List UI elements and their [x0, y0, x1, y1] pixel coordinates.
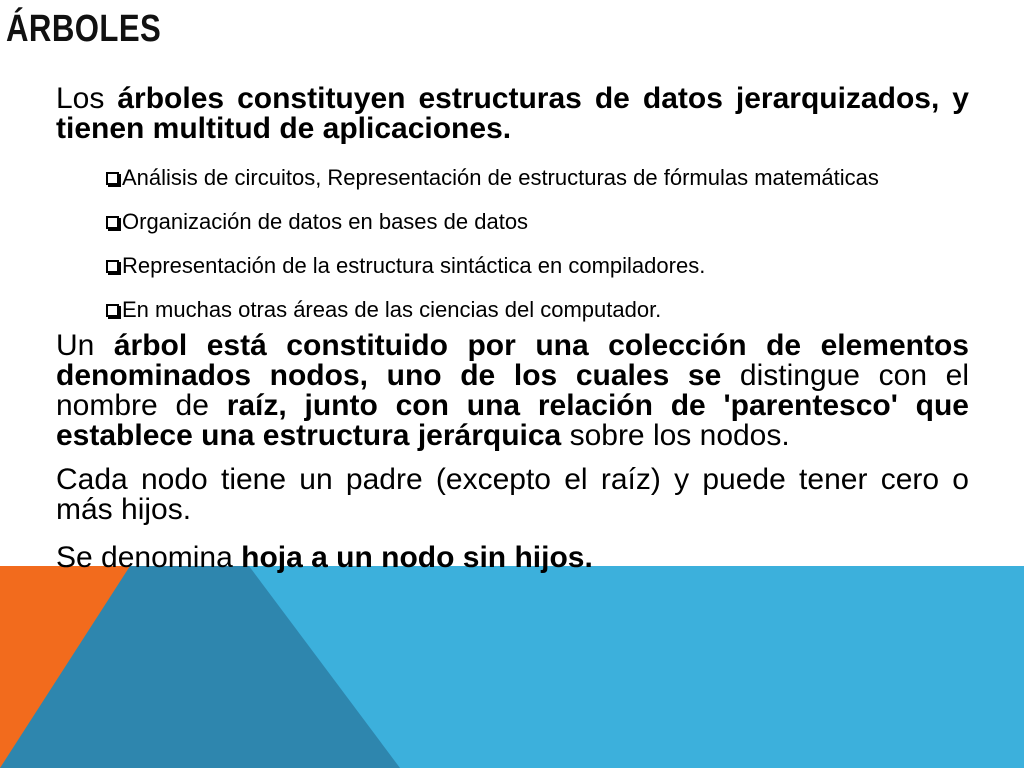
checkbox-bullet-icon	[106, 260, 119, 273]
definition-text-1: Un	[56, 329, 114, 362]
intro-text: Los	[56, 82, 118, 115]
leaf-text: Se denomina	[56, 541, 242, 574]
list-item	[106, 166, 969, 189]
list-item-text: Análisis de circuitos, Representación de estructuras de fórmulas matemáticas	[122, 165, 879, 190]
checkbox-bullet-icon	[106, 172, 119, 185]
definition-text-3: sobre los nodos.	[561, 419, 790, 452]
list-item-text: Organización de datos en bases de datos	[122, 209, 529, 234]
leaf-paragraph	[56, 543, 969, 573]
list-item	[106, 210, 969, 233]
slide-title: ÁRBOLES	[6, 8, 162, 50]
intro-bold: árboles constituyen estructuras de datos jerarquizados, y tienen multitud de aplicaciones.	[56, 82, 969, 145]
definition-bold-1: árbol está constituido por una colección de elementos denominados nodos, uno de los cuales se	[56, 329, 969, 392]
list-item	[106, 254, 969, 277]
list-item	[106, 298, 969, 321]
checkbox-bullet-icon	[106, 216, 119, 229]
parent-paragraph: Cada nodo tiene un padre (excepto el raíz) y puede tener cero o más hijos.	[56, 463, 969, 526]
definition-text-2: distingue con el nombre de	[56, 359, 969, 422]
intro-paragraph	[56, 84, 969, 144]
slide-body	[56, 84, 969, 573]
applications-list	[56, 166, 969, 321]
definition-paragraph	[56, 331, 969, 451]
definition-bold-2: raíz, junto con una relación de 'parentesco' que establece una estructura jerárquica	[56, 389, 969, 452]
list-item-text: En muchas otras áreas de las ciencias del computador.	[122, 297, 662, 322]
leaf-bold: hoja a un nodo sin hijos.	[241, 541, 593, 574]
list-item-text: Representación de la estructura sintáctica en compiladores.	[122, 253, 706, 278]
checkbox-bullet-icon	[106, 304, 119, 317]
